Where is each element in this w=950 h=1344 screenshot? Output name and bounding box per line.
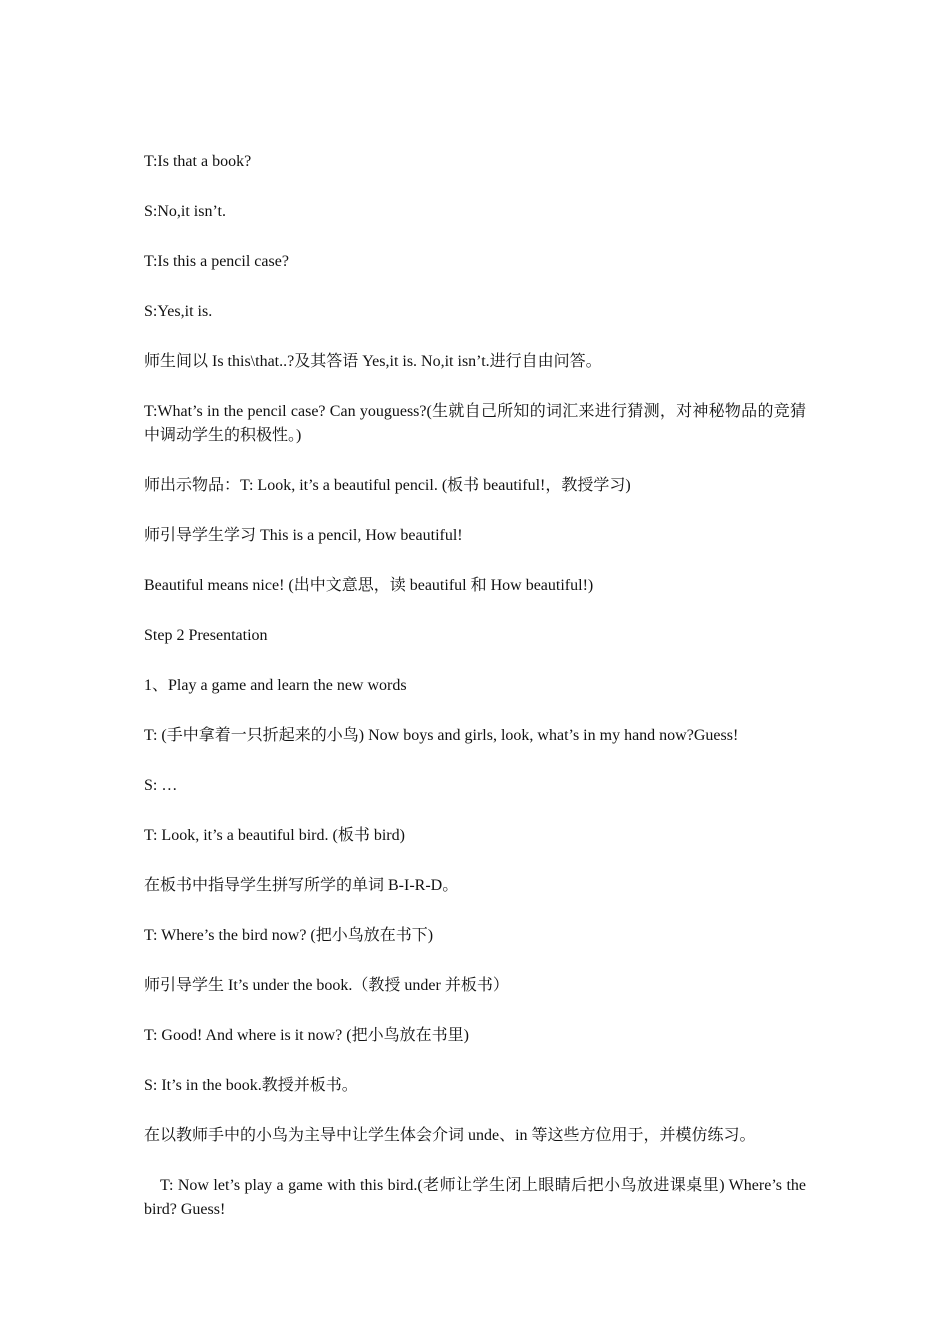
paragraph-5: 师生间以 Is this\that..?及其答语 Yes,it is. No,it isn’t.进行自由问答。 [144, 353, 602, 370]
document-body [144, 150, 806, 1248]
paragraph-7: 师出示物品：T: Look, it’s a beautiful pencil. (板书 beautiful!，教授学习) [144, 477, 631, 494]
paragraph-20: 在以教师手中的小鸟为主导中让学生体会介词 unde、in 等这些方位用于，并模仿练习。 [144, 1127, 756, 1144]
paragraph-21: T: Now let’s play a game with this bird.(老师让学生闭上眼睛后把小鸟放进课桌里) Where’s the bird? Guess! [144, 1177, 806, 1218]
paragraph-13: S: … [144, 777, 178, 794]
paragraph-17: 师引导学生 It’s under the book.（教授 under 并板书） [144, 977, 509, 994]
paragraph-9: Beautiful means nice! (出中文意思，读 beautiful 和 How beautiful!) [144, 577, 594, 594]
paragraph-18: T: Good! And where is it now? (把小鸟放在书里) [144, 1027, 469, 1044]
paragraph-14: T: Look, it’s a beautiful bird. (板书 bird) [144, 827, 405, 844]
paragraph-2: S:No,it isn’t. [144, 203, 226, 220]
paragraph-15: 在板书中指导学生拼写所学的单词 B-I-R-D。 [144, 877, 459, 894]
paragraph-1: T:Is that a book? [144, 153, 252, 170]
paragraph-3: T:Is this a pencil case? [144, 253, 289, 270]
paragraph-12: T: (手中拿着一只折起来的小鸟) Now boys and girls, look, what’s in my hand now?Guess! [144, 727, 739, 744]
paragraph-8: 师引导学生学习 This is a pencil, How beautiful! [144, 527, 463, 544]
paragraph-4: S:Yes,it is. [144, 303, 213, 320]
paragraph-19: S: It’s in the book.教授并板书。 [144, 1077, 358, 1094]
paragraph-11: 1、Play a game and learn the new words [144, 677, 407, 694]
paragraph-16: T: Where’s the bird now? (把小鸟放在书下) [144, 927, 434, 944]
paragraph-6: T:What’s in the pencil case? Can youguess?(生就自己所知的词汇来进行猜测，对神秘物品的竞猜中调动学生的积极性。) [144, 403, 806, 444]
section-heading-step-2: Step 2 Presentation [144, 627, 268, 644]
